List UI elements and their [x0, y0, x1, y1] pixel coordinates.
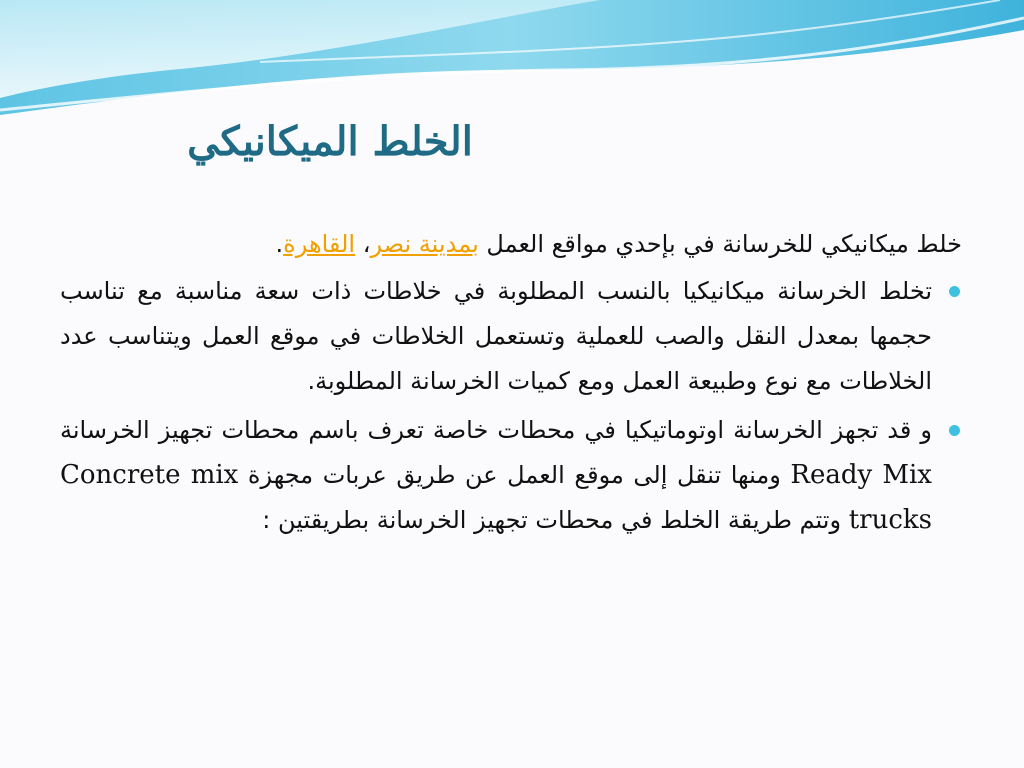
header-wave-decoration: [0, 0, 1024, 120]
list-item: [60, 269, 962, 404]
ready-mix-term: Ready Mix: [790, 460, 932, 490]
intro-paragraph: [60, 222, 962, 267]
bullet-list: [60, 269, 962, 543]
bullet-2-part2: ومنها تنقل إلى موقع العمل عن طريق عربات مجهزة: [247, 461, 781, 489]
list-item: [60, 408, 962, 543]
link-nasr-city[interactable]: بمدينة نصر: [370, 230, 479, 258]
intro-text: خلط ميكانيكي للخرسانة في بإحدي مواقع العمل: [486, 230, 962, 258]
link-cairo[interactable]: القاهرة: [283, 230, 356, 258]
slide-body: [60, 222, 962, 547]
intro-end: .: [275, 230, 284, 258]
intro-separator: ،: [362, 230, 371, 258]
bullet-1-text: تخلط الخرسانة ميكانيكيا بالنسب المطلوبة في خلاطات ذات سعة مناسبة مع تناسب حجمها بمعدل النقل والصب للعملية وتستعمل الخلاطات في موقع العمل ويتناسب عدد الخلاطات مع نوع وطبيعة العمل ومع كميات الخرسانة المطلوبة.: [60, 277, 932, 395]
bullet-dot-icon: [949, 425, 960, 436]
bullet-2-part3: وتتم طريقة الخلط في محطات تجهيز الخرسانة بطريقتين :: [262, 506, 842, 534]
slide-title: الخلط الميكانيكي: [187, 118, 473, 165]
bullet-2-part1: و قد تجهز الخرسانة اوتوماتيكيا في محطات خاصة تعرف باسم محطات تجهيز الخرسانة: [60, 416, 932, 444]
concrete-mix-trucks-term: Concrete mix trucks: [60, 460, 932, 535]
bullet-dot-icon: [949, 286, 960, 297]
